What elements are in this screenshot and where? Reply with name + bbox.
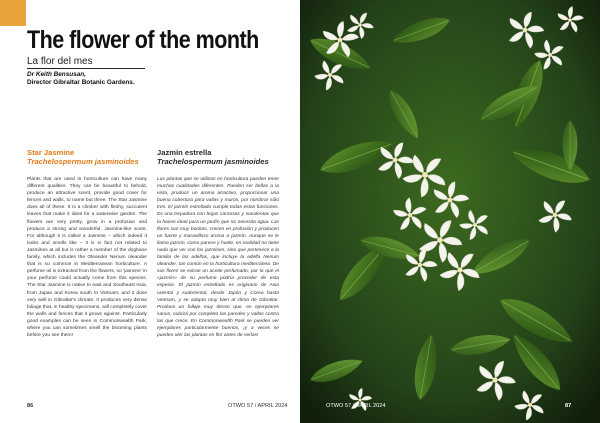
author-affiliation: Director Gibraltar Botanic Gardens.: [27, 79, 135, 86]
common-name-heading-es: Jazmín estrella: [157, 148, 212, 157]
page-number-right: 87: [565, 403, 572, 409]
page-number-left: 86: [27, 403, 34, 409]
article-body-en: Plants that are used in horticulture can have many different qualities. They can be beautiful to behold, produce an attractive scent, provide good cover for fences and walls, to name but three. The Star Jasmine does all of these. It is a climber with fleshy, succulent leaves that make it ideal for a waterwise garden. The flowers are very pretty, grow in a profusion and produce a strong and wonderful, Jasmine-like scent. For although it is called a Jasmine – which indeed it looks and smells like – it is in fact not related to Jasmines at all but is rather a member of the dogbane family, which includes the Oleander Nerium oleander that is so common in Mediterranean horticulture. A perfume oil is extracted from the flowers, so 'jasmine' in your perfume could actually come from this species. The Star Jasmine is native to east and Southeast Asia, from Japan and Korea south to Vietnam, and it does very well in Gibraltar's climate. It produces very dense foliage that, in healthy specimens, will completely cover the walls and fences that it grows against. Particularly good examples can be seen in Commonwealth Park, where you can sometimes smell the blooming plants before you see them!: [27, 177, 147, 339]
right-page: [300, 0, 600, 423]
issue-footer-right: OTWO 57 / APRIL 2024: [326, 403, 386, 409]
orange-corner-tab: [0, 0, 26, 26]
star-jasmine-photo: [300, 0, 600, 423]
issue-footer-left: OTWO 57 / APRIL 2024: [228, 403, 288, 409]
article-column-english: [27, 148, 147, 339]
article-column-spanish: [157, 148, 279, 339]
article-body-es: Las plantas que se utilizan en horticultura pueden tener muchas cualidades diferentes. Pueden ser bellas a la vista, producir un aroma atractivo, proporcionar una buena cobertura para vallas y muros, por nombrar sólo tres. El jazmín estrellado cumple todas estas funciones. Es una trepadora con hojas carnosas y suculentas que la hacen ideal para un jardín que no necesita agua. Las flores son muy bonitas, crecen en profusión y producen un fuerte y maravilloso aroma a jazmín. Aunque se le llama jazmín, como parece y huele, en realidad no tiene nada que ver con los jazmines, sino que pertenece a la familia de las adelfas, que incluye la adelfa Nerium oleander, tan común en la horticultura mediterránea. De sus flores se extrae un aceite perfumado, por lo que el «jazmín» de su perfume podría proceder de esta especie. El jazmín estrellado es originario de Asia oriental y sudoriental, desde Japón y Corea hasta Vietnam, y se adapta muy bien al clima de Gibraltar. Produce un follaje muy denso que, en ejemplares sanos, cubrirá por completo las paredes y vallas contra las que crece. En Commonwealth Park se pueden ver ejemplares particularmente buenos, ¡y a veces se pueden oler las plantas en flor antes de verlas!: [157, 177, 279, 339]
latin-name-heading-es: Trachelospermum jasminoides: [157, 157, 269, 166]
page-subtitle: La flor del mes: [27, 56, 93, 67]
latin-name-heading-en: Trachelospermum jasminoides: [27, 157, 139, 166]
page-title: The flower of the month: [27, 26, 259, 54]
title-divider: [27, 68, 145, 69]
author-name: Dr Keith Bensusan,: [27, 71, 86, 78]
common-name-heading-en: Star Jasmine: [27, 148, 75, 157]
